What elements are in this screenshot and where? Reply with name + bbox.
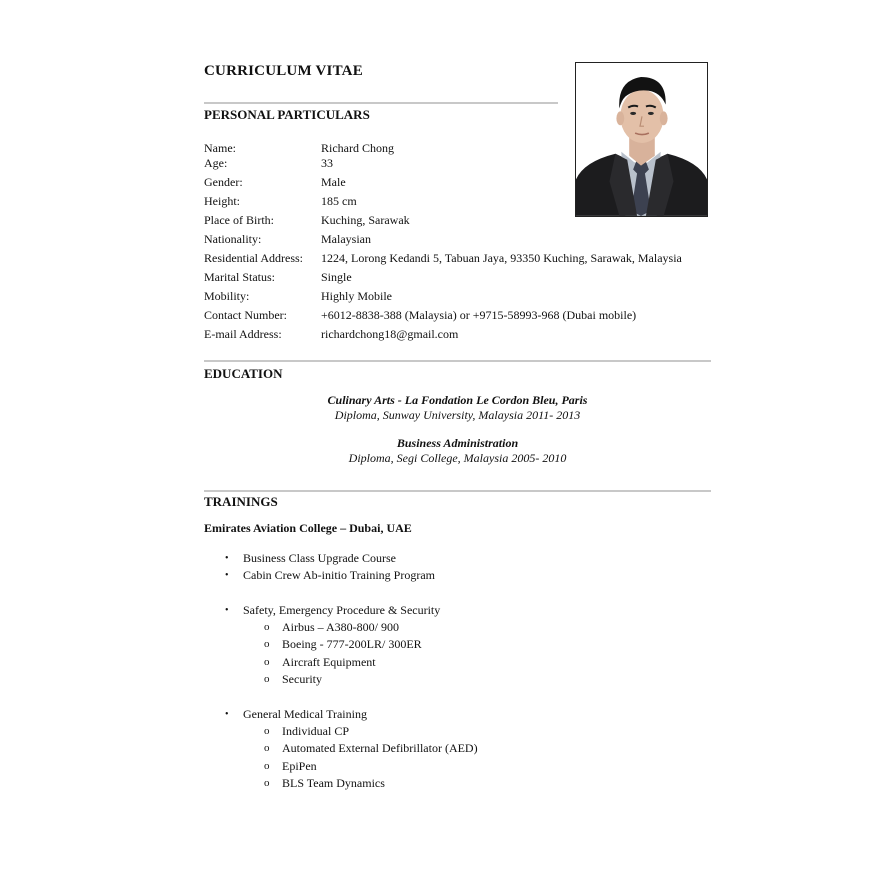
list-item [225, 551, 396, 566]
particular-row [204, 156, 724, 175]
particular-row [204, 194, 724, 213]
particular-label: Place of Birth: [204, 213, 274, 227]
particular-label: Name: [204, 141, 236, 155]
circle-bullet-icon: o [264, 725, 270, 737]
sub-list-item [264, 672, 322, 687]
circle-bullet-icon: o [264, 777, 270, 789]
education-course: Culinary Arts - La Fondation Le Cordon Bleu, Paris [327, 393, 588, 407]
circle-bullet-icon: o [264, 656, 270, 668]
sub-list-item [264, 759, 317, 774]
bullet-icon: • [225, 709, 229, 720]
sub-list-item-label: Individual CP [282, 724, 350, 738]
education-detail: Diploma, Segi College, Malaysia 2005- 2010 [348, 451, 567, 465]
particular-value: Kuching, Sarawak [321, 213, 410, 227]
circle-bullet-icon: o [264, 638, 270, 650]
list-item-label: General Medical Training [243, 707, 367, 721]
sub-list-item [264, 637, 422, 652]
list-item-label: Cabin Crew Ab-initio Training Program [243, 568, 435, 582]
particular-row [204, 141, 724, 156]
particular-value: 1224, Lorong Kedandi 5, Tabuan Jaya, 93350 Kuching, Sarawak, Malaysia [321, 251, 682, 265]
circle-bullet-icon: o [264, 621, 270, 633]
education-detail: Diploma, Sunway University, Malaysia 2011- 2013 [334, 408, 581, 422]
particular-row [204, 213, 724, 232]
sub-list-item-label: Automated External Defibrillator (AED) [282, 741, 478, 755]
section-title-education: EDUCATION [204, 366, 283, 381]
sub-list-item-label: Airbus – A380-800/ 900 [282, 620, 399, 634]
sub-list-item-label: Boeing - 777-200LR/ 300ER [282, 637, 422, 651]
sub-list-item [264, 741, 478, 756]
list-item-label: Safety, Emergency Procedure & Security [243, 603, 441, 617]
document-title: CURRICULUM VITAE [204, 63, 363, 79]
particular-label: Age: [204, 156, 228, 170]
particular-value: +6012-8838-388 (Malaysia) or +9715-58993-968 (Dubai mobile) [321, 308, 637, 322]
education-entry [204, 436, 711, 466]
particular-value: Male [321, 175, 346, 189]
section-title-trainings: TRAININGS [204, 494, 278, 509]
email-value: richardchong18@gmail.com [321, 327, 459, 341]
list-item [225, 603, 441, 618]
education-entry [204, 393, 711, 423]
particular-label: Gender: [204, 175, 243, 189]
particular-label: Residential Address: [204, 251, 303, 265]
list-item-label: Business Class Upgrade Course [243, 551, 396, 565]
bullet-icon: • [225, 553, 229, 564]
circle-bullet-icon: o [264, 742, 270, 754]
particular-label: Nationality: [204, 232, 262, 246]
bullet-icon: • [225, 605, 229, 616]
particular-value: 33 [321, 156, 333, 170]
list-item [225, 568, 435, 583]
particular-value: Richard Chong [321, 141, 394, 155]
particular-label: E-mail Address: [204, 327, 282, 341]
particular-row [204, 232, 724, 251]
particular-value: 185 cm [321, 194, 357, 208]
particular-value: Malaysian [321, 232, 371, 246]
sub-list-item-label: Aircraft Equipment [282, 655, 376, 669]
list-item [225, 707, 367, 722]
circle-bullet-icon: o [264, 673, 270, 685]
particular-row [204, 251, 724, 270]
particular-row [204, 327, 724, 346]
particular-label: Mobility: [204, 289, 250, 303]
sub-list-item [264, 776, 385, 791]
circle-bullet-icon: o [264, 760, 270, 772]
training-institution: Emirates Aviation College – Dubai, UAE [204, 521, 412, 535]
sub-list-item [264, 724, 350, 739]
personal-particulars-table [204, 141, 724, 346]
particular-label: Contact Number: [204, 308, 287, 322]
sub-list-item-label: EpiPen [282, 759, 317, 773]
education-course: Business Administration [396, 436, 519, 450]
particular-row [204, 289, 724, 308]
sub-list-item-label: Security [282, 672, 322, 686]
particular-row [204, 175, 724, 194]
particular-value: Single [321, 270, 352, 284]
divider [204, 490, 711, 492]
particular-row [204, 270, 724, 289]
sub-list-item-label: BLS Team Dynamics [282, 776, 385, 790]
sub-list-item [264, 620, 399, 635]
divider [204, 360, 711, 362]
particular-value: Highly Mobile [321, 289, 392, 303]
bullet-icon: • [225, 570, 229, 581]
divider [204, 102, 558, 104]
particular-row [204, 308, 724, 327]
particular-label: Marital Status: [204, 270, 275, 284]
sub-list-item [264, 655, 376, 670]
particular-label: Height: [204, 194, 240, 208]
section-title-personal: PERSONAL PARTICULARS [204, 107, 370, 122]
